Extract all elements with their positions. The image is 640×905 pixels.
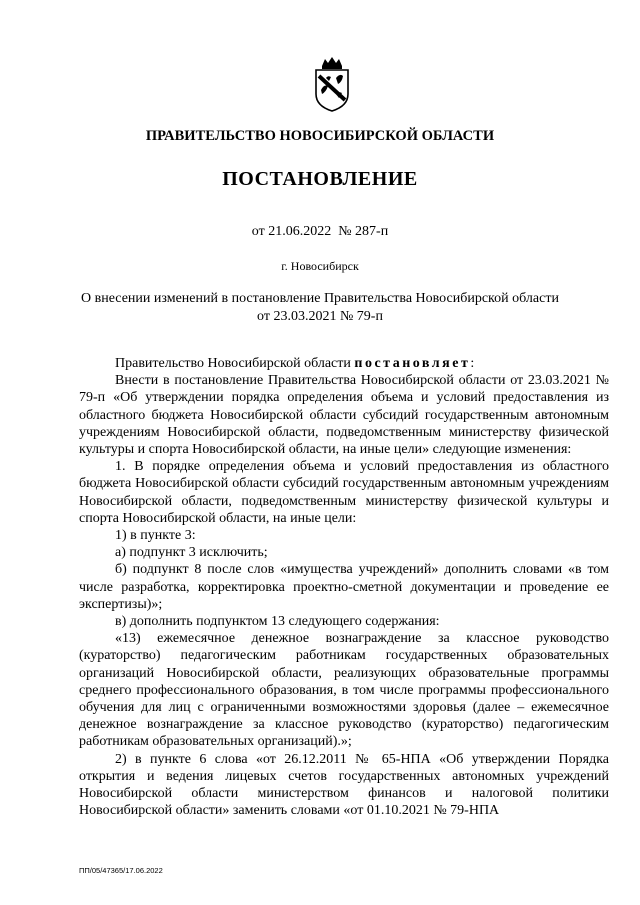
intro-prefix: Правительство Новосибирской области xyxy=(115,356,355,371)
paragraph: б) подпункт 8 после слов «имущества учреждений» дополнить словами «в том числе разработка, корректировка проектно-сметной документации и проведение ее экспертизы)»; xyxy=(79,562,609,612)
organization-name: ПРАВИТЕЛЬСТВО НОВОСИБИРСКОЙ ОБЛАСТИ xyxy=(145,128,495,144)
intro-paragraph xyxy=(79,355,609,372)
document-subject xyxy=(60,290,580,326)
paragraph: «13) ежемесячное денежное вознаграждение за классное руководство (кураторство) педагогическим работникам государственных образовательных организаций Новосибирской области, реализующих образовательные программы среднего профессионального образования, в том числе программы профессионального обучения для лиц с ограниченными возможностями здоровья (далее – ежемесячное денежное вознаграждение за классное руководство (кураторство) педагогическим работникам образовательных организаций).»; xyxy=(79,631,609,750)
coat-of-arms-icon xyxy=(312,56,352,112)
paragraph: 2) в пункте 6 слова «от 26.12.2011 № 65-НПА «Об утверждении Порядка открытия и ведения лицевых счетов государственных автономных учреждений Новосибирской области министерством финансов и налоговой политики Новосибирской области» заменить словами «от 01.10.2021 № 79-НПА xyxy=(79,751,609,819)
intro-suffix: : xyxy=(470,356,475,371)
date-and-number: от 21.06.2022 № 287-п xyxy=(251,224,389,239)
paragraph: в) дополнить подпунктом 13 следующего содержания: xyxy=(115,614,440,630)
document-body xyxy=(79,355,609,819)
city: г. Новосибирск xyxy=(281,259,359,273)
intro-keyword: постановляет xyxy=(354,356,471,371)
paragraph: 1. В порядке определения объема и условий предоставления из областного бюджета Новосибирской области субсидий государственным автономным учреждениям Новосибирской области, подведомственным министерству физической культуры и спорта Новосибирской области, на иные цели: xyxy=(79,459,609,526)
document-code: ПП/05/47365/17.06.2022 xyxy=(79,866,163,875)
paragraph: Внести в постановление Правительства Новосибирской области от 23.03.2021 № 79-п «Об утверждении порядка определения объема и условий предоставления из областного бюджета Новосибирской области субсидий государственным автономным учреждениям Новосибирской области, подведомственным министерству физической культуры и спорта Новосибирской области, на иные цели» следующие изменения: xyxy=(79,373,609,458)
paragraph: а) подпункт 3 исключить; xyxy=(115,545,268,561)
document-type: ПОСТАНОВЛЕНИЕ xyxy=(222,168,418,190)
subject-line-2: от 23.03.2021 № 79-п xyxy=(257,309,383,324)
subject-line-1: О внесении изменений в постановление Правительства Новосибирской области xyxy=(81,291,559,306)
paragraph: 1) в пункте 3: xyxy=(115,528,196,544)
